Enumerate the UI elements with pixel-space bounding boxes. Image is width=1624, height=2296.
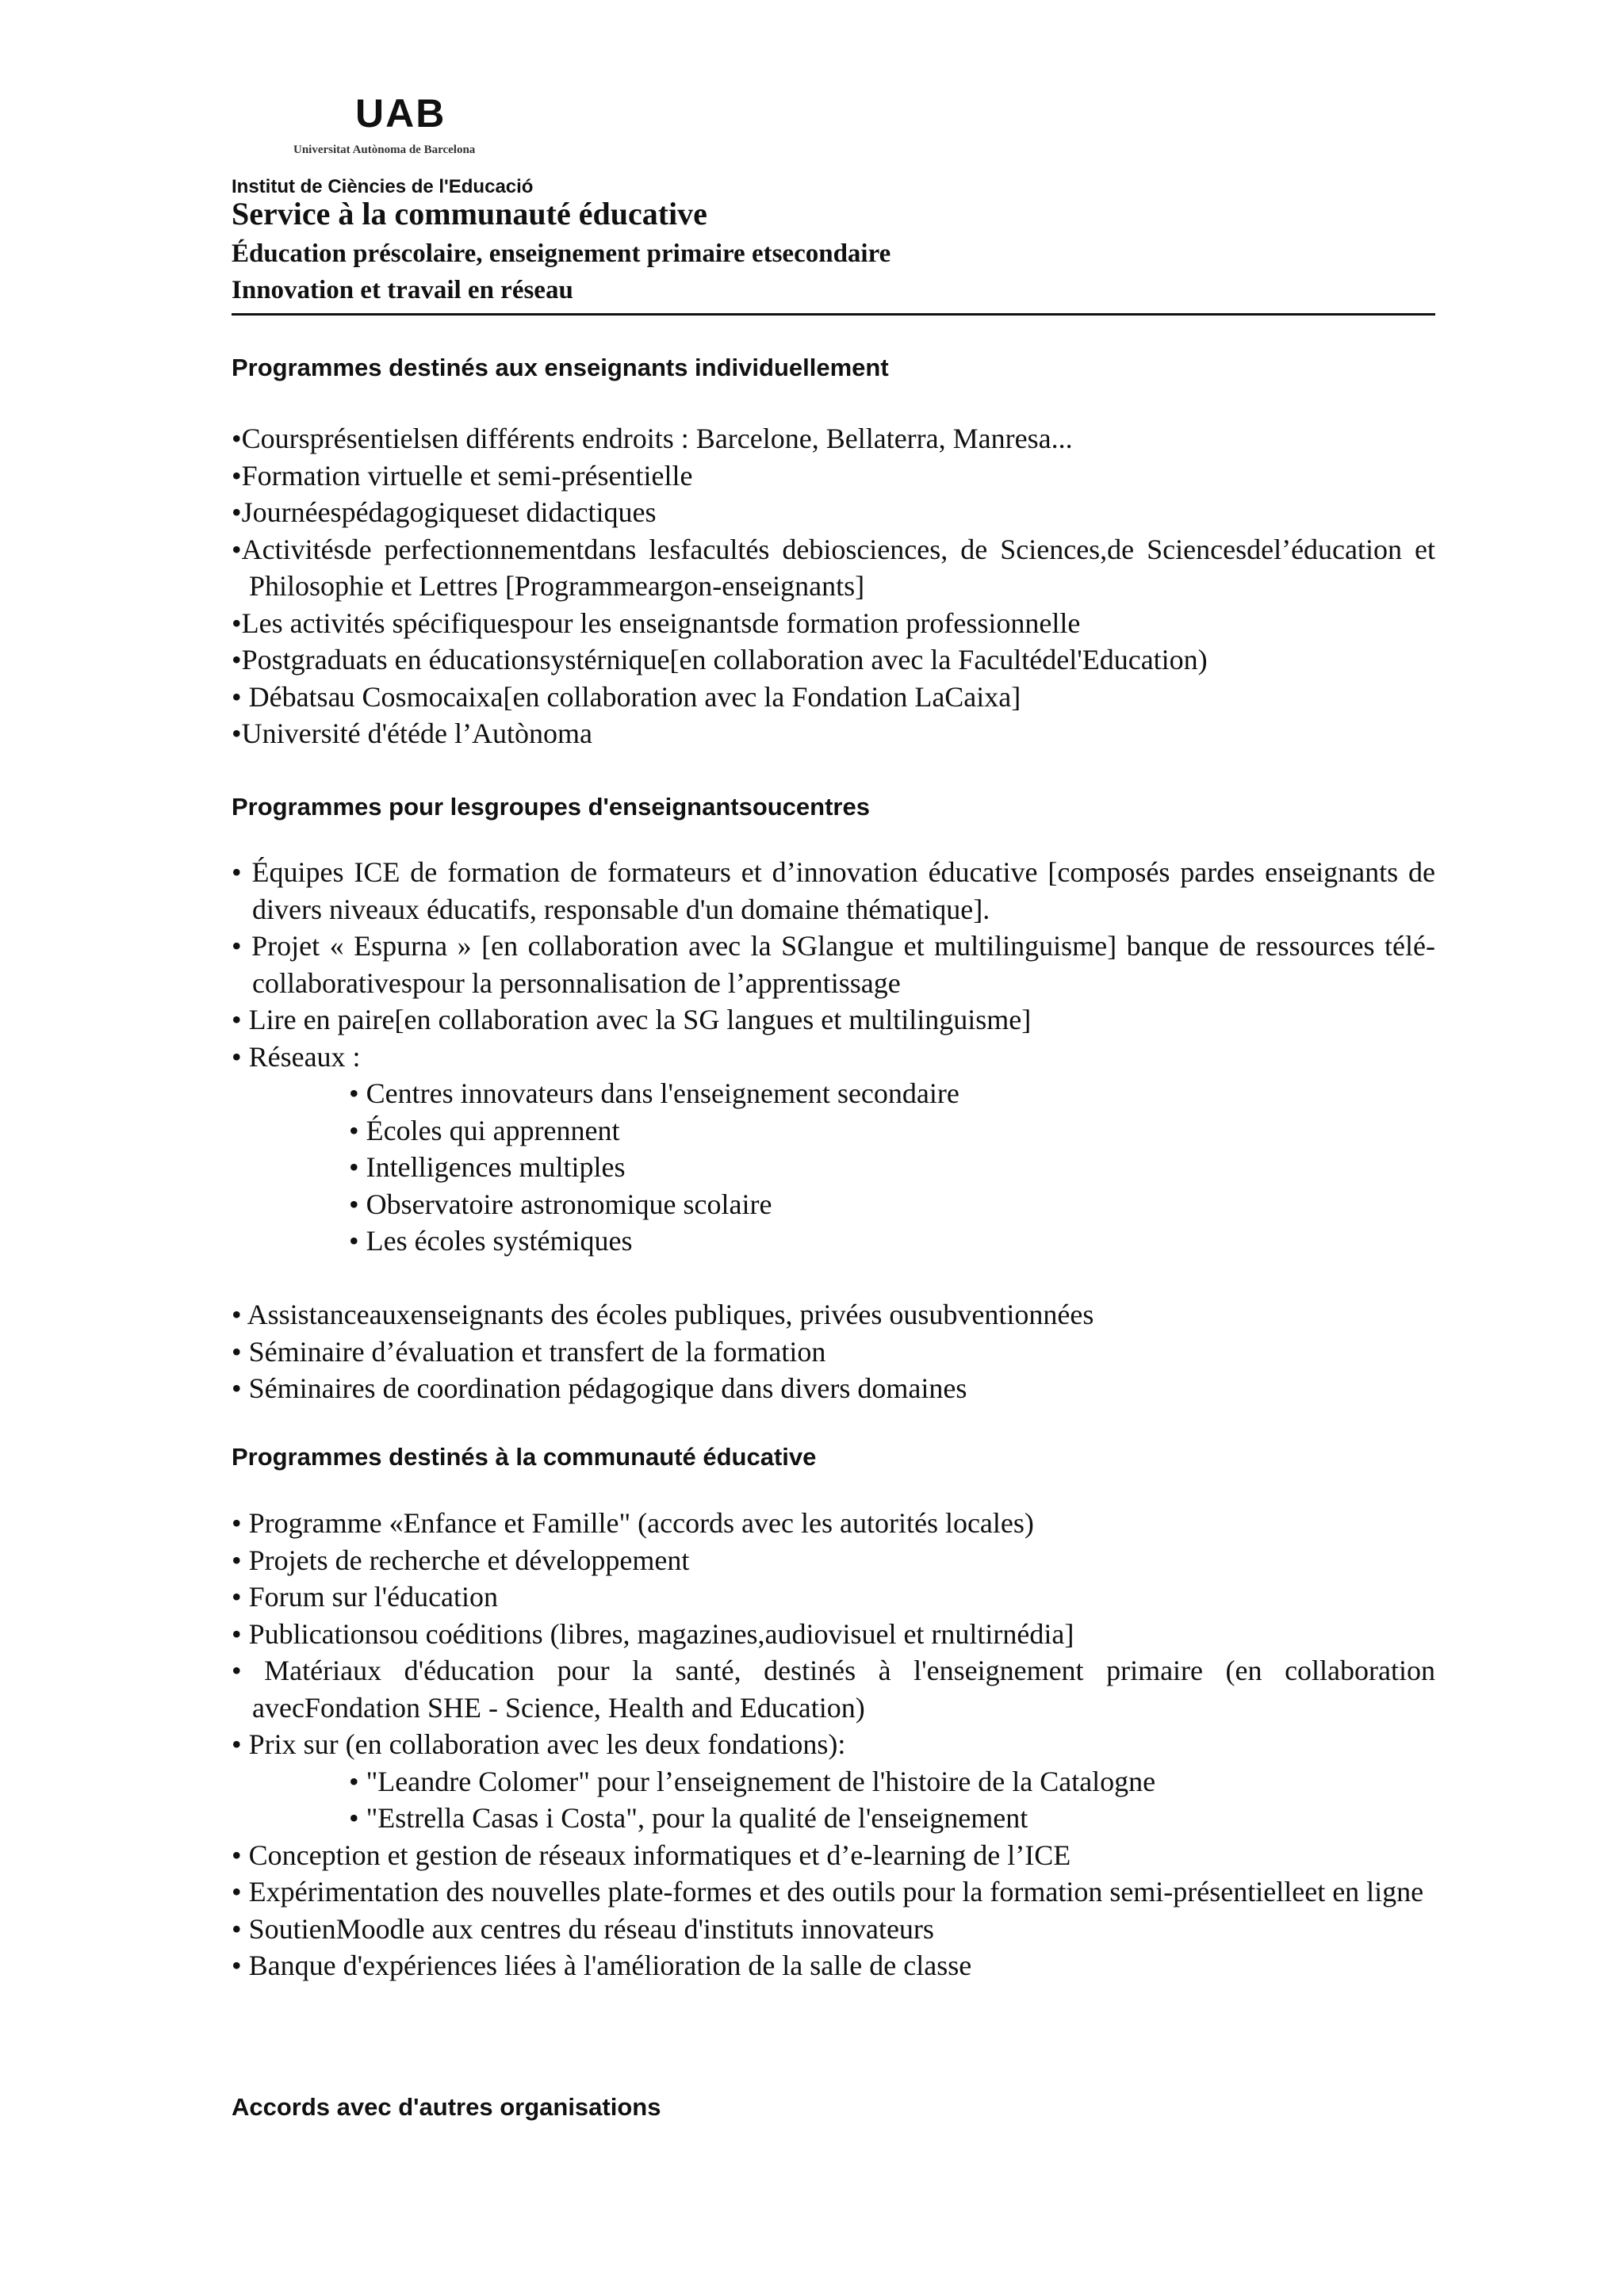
list-item: •Journéespédagogiqueset didactiques [232,496,657,528]
list-item-network: • Centres innovateurs dans l'enseignement secondaire [349,1077,959,1109]
list-item: •Postgraduats en éducationsystérnique[en collaboration avec la Facultédel'Education) [232,644,1208,675]
list-item-prize: • "Estrella Casas i Costa", pour la qualité de l'enseignement [349,1802,1028,1834]
list-item: • SoutienMoodle aux centres du réseau d'instituts innovateurs [232,1912,934,1945]
list-item: • Débatsau Cosmocaixa[en collaboration avec la Fondation LaCaixa] [232,680,1021,713]
list-item: • Lire en paire[en collaboration avec la SG langues et multilinguisme] [232,1004,1032,1035]
list-community [232,1505,1435,1984]
list-item: • Conception et gestion de réseaux informatiques et d’e-learning de l’ICE [232,1839,1071,1871]
list-item: • Programme «Enfance et Famille" (accords avec les autorités locales) [232,1507,1034,1539]
list-item: • Publicationsou coéditions (libres, magazines,audiovisuel et rnultirnédia] [232,1617,1074,1650]
list-item: •Coursprésentielsen différents endroits : Barcelone, Bellaterra, Manresa... [232,423,1073,454]
list-item: • Banque d'expériences liées à l'amélioration de la salle de classe [232,1950,972,1981]
institute-name: Institut de Ciències de l'Educació [232,176,534,197]
list-item: • Matériaux d'éducation pour la santé, destinés à l'enseignement primaire (en collaboration avecFondation SHE - Science, Health and Education) [232,1655,1435,1724]
list-item-network: • Les écoles systémiques [349,1225,633,1257]
list-item: •Université d'étéde l’Autònoma [232,718,592,749]
list-item: • Expérimentation des nouvelles plate-formes et des outils pour la formation semi-présentielleet en ligne [232,1876,1424,1908]
section-heading-groups: Programmes pour lesgroupes d'enseignantsoucentres [232,793,870,821]
subtitle-education: Éducation préscolaire, enseignement primaire etsecondaire [232,239,891,268]
list-individual [232,420,1435,752]
list-item-network: • Intelligences multiples [349,1151,626,1183]
list-spacer [232,1260,1435,1297]
list-groups [232,854,1435,1407]
subtitle-innovation: Innovation et travail en réseau [232,276,573,304]
header-divider [232,313,1435,316]
list-item: • Équipes ICE de formation de formateurs et d’innovation éducative [composés pardes enseignants de divers niveaux éducatifs, responsable d'un domaine thématique]. [232,856,1435,925]
list-item: • Assistanceauxenseignants des écoles publiques, privées ousubventionnées [232,1299,1094,1330]
page-title: Service à la communauté éducative [232,196,707,232]
list-item: • Prix sur (en collaboration avec les deux fondations): [232,1728,846,1760]
list-item-prize: • "Leandre Colomer" pour l’enseignement de l'histoire de la Catalogne [349,1765,1156,1797]
list-item: • Projets de recherche et développement [232,1544,690,1576]
list-item: •Les activités spécifiquespour les enseignantsde formation professionnelle [232,607,1081,639]
list-item-network: • Observatoire astronomique scolaire [349,1188,772,1220]
list-item: • Séminaires de coordination pédagogique dans divers domaines [232,1372,967,1404]
list-item: • Réseaux : [232,1040,361,1073]
list-item: • Forum sur l'éducation [232,1581,499,1613]
list-item-network: • Écoles qui apprennent [349,1114,620,1146]
list-item: •Activitésde perfectionnementdans lesfacultés debiosciences, de Sciences,de Sciencesdel’éducation et Philosophie et Lettres [Programmeargon-enseignants] [232,533,1435,602]
section-heading-community: Programmes destinés à la communauté éducative [232,1443,817,1471]
list-item: • Séminaire d’évaluation et transfert de la formation [232,1335,826,1368]
uab-logo [293,91,531,159]
logo-subtitle: Universitat Autònoma de Barcelona [293,144,476,156]
list-item: •Formation virtuelle et semi-présentielle [232,459,693,492]
section-heading-individual: Programmes destinés aux enseignants individuellement [232,354,889,381]
logo-mark: UAB [355,91,446,136]
list-item: • Projet « Espurna » [en collaboration avec la SGlangue et multilinguisme] banque de ressources télé-collaborativespour la personnalisation de l’apprentissage [232,930,1435,999]
section-heading-agreements: Accords avec d'autres organisations [232,2093,661,2121]
